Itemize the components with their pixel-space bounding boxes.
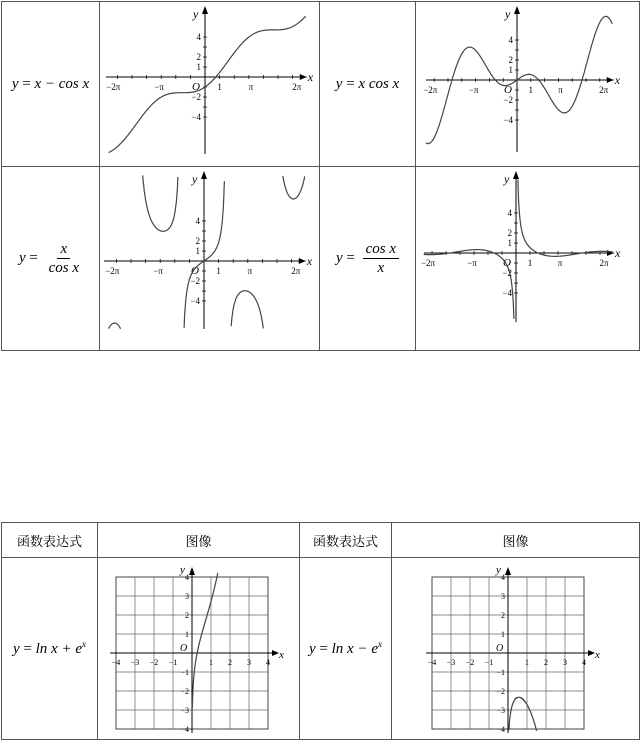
x-tick-label: −2 xyxy=(465,658,475,667)
x-tick-label: −π xyxy=(468,85,479,95)
header-graph: 图像 xyxy=(98,523,300,558)
y-axis-arrow xyxy=(505,567,511,575)
formula-cell xyxy=(2,558,98,740)
x-tick-label: −3 xyxy=(130,658,140,667)
header-expression: 函数表达式 xyxy=(300,523,392,558)
y-axis-arrow xyxy=(202,6,208,14)
x-axis-label: x xyxy=(279,649,284,661)
y-tick-label: −2 xyxy=(502,268,512,278)
x-tick-label: −2π xyxy=(106,82,121,92)
x-axis-label: x xyxy=(614,73,621,87)
x-axis-arrow xyxy=(299,258,306,264)
x-axis-arrow xyxy=(272,650,279,656)
x-tick-label: 1 xyxy=(527,258,533,268)
y-axis-label: y xyxy=(504,172,510,186)
x-axis-arrow xyxy=(607,77,614,83)
x-tick-label: −2π xyxy=(105,266,120,276)
log-exp-function-table xyxy=(1,522,640,740)
y-tick-label: 2 xyxy=(508,55,513,65)
x-tick-label: −π xyxy=(467,258,477,268)
origin-label: O xyxy=(192,81,200,93)
x-tick-label: −4 xyxy=(427,658,437,667)
y-tick-label: −1 xyxy=(180,668,189,677)
x-tick-label: −π xyxy=(153,266,163,276)
function-curve xyxy=(109,16,306,152)
x-tick-label: 1 xyxy=(216,266,221,276)
y-tick-label: 1 xyxy=(501,630,505,639)
y-axis-arrow xyxy=(201,171,207,179)
y-tick-label: 1 xyxy=(508,65,513,75)
x-axis-label: x xyxy=(307,70,314,84)
y-tick-label: −2 xyxy=(180,687,189,696)
y-tick-label: −1 xyxy=(496,668,505,677)
y-tick-label: 4 xyxy=(508,35,513,45)
y-tick-label: 2 xyxy=(501,611,505,620)
y-axis-label: y xyxy=(193,7,199,21)
y-tick-label: 4 xyxy=(501,573,505,582)
graph-x-minus-cos-x xyxy=(100,2,319,166)
x-tick-label: 1 xyxy=(528,85,534,95)
x-tick-label: π xyxy=(247,266,253,276)
x-tick-label: −2 xyxy=(149,658,159,667)
x-tick-label: −3 xyxy=(446,658,456,667)
origin-label: O xyxy=(504,84,512,96)
formula-ln-minus-exp: $y = \ln x - e^x$ xyxy=(309,639,382,657)
y-tick-label: −4 xyxy=(503,115,513,125)
graph-cell xyxy=(392,558,640,740)
x-tick-label: 3 xyxy=(247,658,251,667)
x-tick-label: 2 xyxy=(228,658,232,667)
y-tick-label: −3 xyxy=(180,706,189,715)
formula-x-minus-cos-x: y = x − cos x xyxy=(11,76,90,92)
x-axis-arrow xyxy=(607,250,614,256)
x-tick-label: −2π xyxy=(423,85,438,95)
formula-x-over-cos-x: y = $\frac{x}{\text{cos x}}$ xyxy=(18,241,80,276)
x-tick-label: 4 xyxy=(266,658,270,667)
x-axis-arrow xyxy=(300,74,307,80)
y-axis-arrow xyxy=(513,171,519,179)
graph-cos-x-over-x xyxy=(416,167,639,350)
y-tick-label: 1 xyxy=(196,62,201,72)
graph-cell xyxy=(416,2,640,167)
y-tick-label: −4 xyxy=(502,288,512,298)
x-tick-label: 4 xyxy=(582,658,586,667)
header-expression: 函数表达式 xyxy=(2,523,98,558)
y-axis-arrow xyxy=(514,6,520,14)
graph-cell xyxy=(100,167,320,351)
y-tick-label: −4 xyxy=(190,296,200,306)
x-tick-label: −2π xyxy=(420,258,436,268)
x-tick-label: 2π xyxy=(291,266,301,276)
trig-function-table xyxy=(1,1,640,351)
y-tick-label: −3 xyxy=(496,706,505,715)
x-axis-label: x xyxy=(614,246,621,260)
formula-cell xyxy=(320,167,416,351)
y-tick-label: −4 xyxy=(191,112,201,122)
formula-x-cos-x: y = x cos x xyxy=(335,76,400,92)
y-tick-label: 2 xyxy=(195,236,200,246)
formula-cos-x-over-x: y = $\frac{\text{cos x}}{x}$ xyxy=(336,250,399,266)
y-tick-label: −4 xyxy=(180,725,189,734)
formula-ln-plus-exp: $y = \ln x + e^x$ xyxy=(13,639,86,657)
graph-ln-plus-exp xyxy=(98,558,299,739)
y-tick-label: 4 xyxy=(196,32,201,42)
y-tick-label: −2 xyxy=(503,95,513,105)
x-tick-label: π xyxy=(558,85,563,95)
formula-cell xyxy=(2,2,100,167)
x-tick-label: π xyxy=(557,258,563,268)
graph-x-cos-x xyxy=(416,2,639,166)
graph-ln-minus-exp xyxy=(392,558,639,739)
origin-label: O xyxy=(503,257,511,269)
graph-cell xyxy=(100,2,320,167)
x-tick-label: 2π xyxy=(292,82,302,92)
formula-cell xyxy=(320,2,416,167)
y-tick-label: 1 xyxy=(507,238,512,248)
x-axis-label: x xyxy=(595,649,600,661)
y-tick-label: 2 xyxy=(507,228,512,238)
x-axis-label: x xyxy=(306,254,313,268)
x-tick-label: −1 xyxy=(484,658,494,667)
x-tick-label: −1 xyxy=(168,658,178,667)
graph-cell xyxy=(416,167,640,351)
y-tick-label: −2 xyxy=(190,276,200,286)
y-tick-label: 1 xyxy=(185,630,189,639)
y-tick-label: −4 xyxy=(496,725,505,734)
y-tick-label: 4 xyxy=(195,216,200,226)
y-tick-label: 2 xyxy=(196,52,201,62)
x-tick-label: 1 xyxy=(217,82,222,92)
x-tick-label: 1 xyxy=(209,658,213,667)
y-tick-label: −2 xyxy=(191,92,201,102)
header-graph: 图像 xyxy=(392,523,640,558)
origin-label: O xyxy=(191,265,199,277)
x-tick-label: −π xyxy=(154,82,164,92)
x-tick-label: 1 xyxy=(525,658,529,667)
graph-x-over-cos-x xyxy=(100,167,319,350)
y-tick-label: 4 xyxy=(185,573,189,582)
graph-cell xyxy=(98,558,300,740)
formula-cell xyxy=(2,167,100,351)
formula-cell xyxy=(300,558,392,740)
y-tick-label: 3 xyxy=(501,592,505,601)
origin-label: O xyxy=(496,643,504,654)
function-curve xyxy=(109,175,305,328)
x-tick-label: 2π xyxy=(599,85,609,95)
y-axis-label: y xyxy=(192,172,198,186)
function-curve xyxy=(424,180,613,319)
y-tick-label: 1 xyxy=(195,246,200,256)
origin-label: O xyxy=(180,643,188,654)
x-tick-label: π xyxy=(248,82,254,92)
y-axis-label: y xyxy=(505,7,511,21)
y-tick-label: 2 xyxy=(185,611,189,620)
x-tick-label: 2 xyxy=(544,658,548,667)
x-tick-label: 3 xyxy=(563,658,567,667)
function-curve xyxy=(509,697,537,731)
function-curve xyxy=(192,573,218,708)
y-axis-arrow xyxy=(189,567,195,575)
x-tick-label: 2π xyxy=(599,258,609,268)
x-tick-label: −4 xyxy=(111,658,121,667)
y-axis-label: y xyxy=(180,564,185,576)
y-tick-label: 3 xyxy=(185,592,189,601)
x-axis-arrow xyxy=(588,650,595,656)
y-axis-label: y xyxy=(496,564,501,576)
y-tick-label: −2 xyxy=(496,687,505,696)
y-tick-label: 4 xyxy=(507,208,512,218)
